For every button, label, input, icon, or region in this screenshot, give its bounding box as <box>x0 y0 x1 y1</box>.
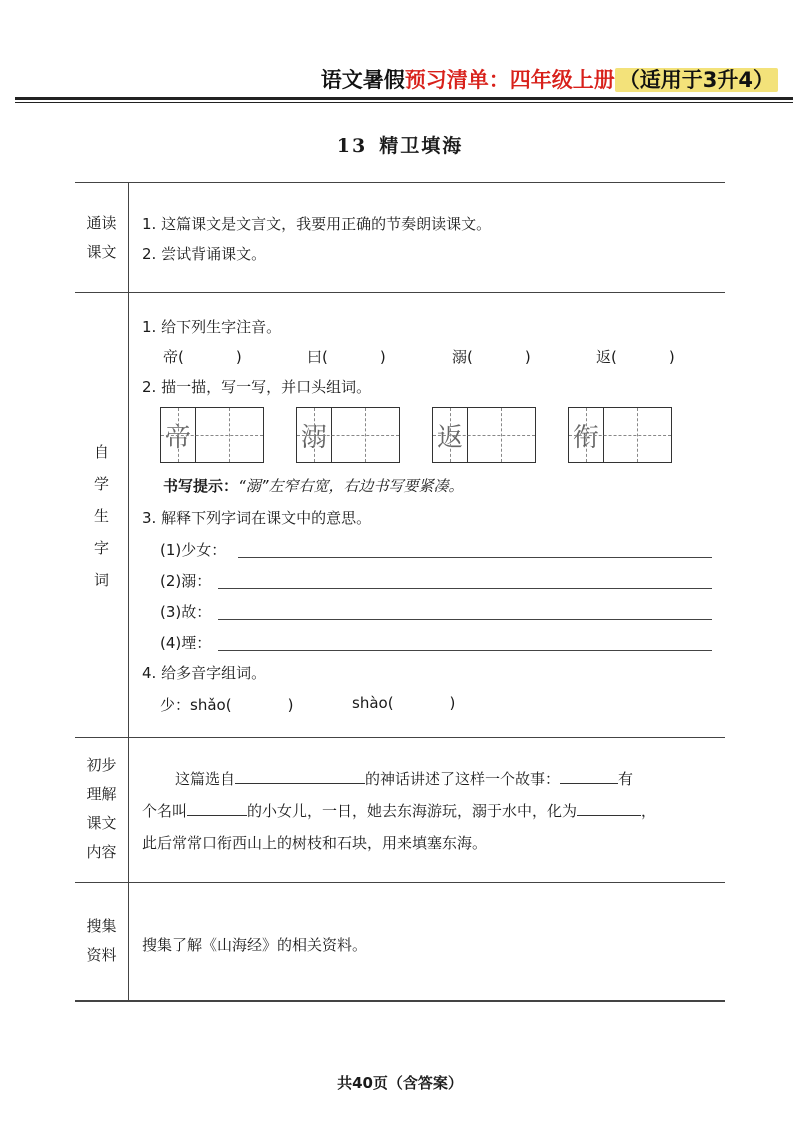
q1-item-3[interactable] <box>452 346 531 367</box>
q4-item-2[interactable] <box>352 694 455 712</box>
q4-close: ) <box>449 694 456 712</box>
q1-item-1[interactable] <box>163 346 242 367</box>
q4-close: ) <box>287 696 294 714</box>
trace-char: 帝 <box>164 423 191 453</box>
q1-close: ) <box>668 348 675 366</box>
summary-text: 个名叫 <box>142 802 188 820</box>
label-char: 自 <box>93 443 109 461</box>
summary-text: 有 <box>618 770 634 788</box>
blank-name[interactable] <box>560 769 618 784</box>
writing-grid[interactable] <box>432 407 536 463</box>
page-footer: 共40页（含答案） <box>337 1074 463 1092</box>
answer-line[interactable] <box>238 557 712 558</box>
summary-text: ， <box>641 802 657 820</box>
q1-close: ) <box>524 348 531 366</box>
section-label-self-study <box>75 436 128 596</box>
label-char: 学 <box>93 475 109 493</box>
summary-line-3: 此后常常口衔西山上的树枝和石块，用来填塞东海。 <box>142 834 488 852</box>
collect-text: 搜集了解《山海经》的相关资料。 <box>142 936 368 954</box>
q3-item-label: (2)溺： <box>160 572 212 590</box>
writing-grid[interactable] <box>568 407 672 463</box>
answer-line[interactable] <box>218 588 712 589</box>
summary-line-1 <box>175 768 633 789</box>
answer-line[interactable] <box>218 619 712 620</box>
q3-item-label: (1)少女： <box>160 541 227 559</box>
label-line: 内容 <box>86 843 117 861</box>
lesson-number: 13 <box>336 135 368 157</box>
section-label-understand <box>75 751 128 867</box>
header-title: 预习清单：四年级上册 <box>404 68 615 92</box>
summary-text: 的小女儿，一日，她去东海游玩，溺于水中，化为 <box>247 802 578 820</box>
q1-item-4[interactable] <box>596 346 675 367</box>
header-subject: 语文暑假 <box>320 68 405 92</box>
q4-pinyin: shǎo( <box>190 696 232 714</box>
summary-text: 的神话讲述了这样一个故事： <box>365 770 561 788</box>
q1-char: 曰( <box>307 348 328 366</box>
section-label-read <box>75 209 128 267</box>
summary-text: 这篇选自 <box>175 770 236 788</box>
label-char: 词 <box>93 571 109 589</box>
q1-char: 溺( <box>452 348 473 366</box>
label-char: 生 <box>93 507 109 525</box>
q3-item-label: (3)故： <box>160 603 212 621</box>
read-item-1: 1. 这篇课文是文言文，我要用正确的节奏朗读课文。 <box>142 215 492 233</box>
tip-text: “溺”左窄右宽，右边书写要紧凑。 <box>238 477 464 495</box>
q3-item-label: (4)堙： <box>160 634 212 652</box>
blank-daughter-name[interactable] <box>187 801 247 816</box>
label-line: 资料 <box>86 946 117 964</box>
lesson-title <box>0 131 800 158</box>
table-bottom-border <box>75 1000 725 1002</box>
label-char: 字 <box>93 539 109 557</box>
blank-source[interactable] <box>235 769 365 784</box>
table-row-divider <box>75 882 725 883</box>
section-label-collect <box>75 912 128 970</box>
trace-char: 返 <box>436 423 463 453</box>
tip-label: 书写提示： <box>163 477 239 495</box>
read-item-2: 2. 尝试背诵课文。 <box>142 245 267 263</box>
blank-transformed[interactable] <box>577 801 641 816</box>
writing-grid[interactable] <box>160 407 264 463</box>
table-top-border <box>75 182 725 183</box>
label-line: 搜集 <box>86 917 117 935</box>
trace-char: 衔 <box>572 423 599 453</box>
table-column-divider <box>128 182 129 1002</box>
label-line: 通读 <box>86 214 117 232</box>
table-row-divider <box>75 737 725 738</box>
label-line: 初步 <box>86 756 117 774</box>
q4-pinyin: shào( <box>352 694 394 712</box>
q1-char: 帝( <box>163 348 184 366</box>
page-header <box>321 64 778 94</box>
q4-item-1[interactable] <box>160 694 293 715</box>
q4-prompt: 4. 给多音字组词。 <box>142 664 267 682</box>
q4-char: 少： <box>160 696 191 714</box>
table-row-divider <box>75 292 725 293</box>
q1-prompt: 1. 给下列生字注音。 <box>142 318 282 336</box>
q1-item-2[interactable] <box>307 346 386 367</box>
q2-prompt: 2. 描一描，写一写，并口头组词。 <box>142 378 372 396</box>
q3-prompt: 3. 解释下列字词在课文中的意思。 <box>142 509 372 527</box>
summary-line-2 <box>142 800 656 821</box>
writing-grid[interactable] <box>296 407 400 463</box>
lesson-name: 精卫填海 <box>379 135 464 157</box>
label-line: 课文 <box>86 243 117 261</box>
q1-char: 返( <box>596 348 617 366</box>
trace-char: 溺 <box>300 423 327 453</box>
label-line: 课文 <box>86 814 117 832</box>
header-rule-thin <box>15 102 793 103</box>
header-rule-thick <box>15 97 793 100</box>
label-line: 理解 <box>86 785 117 803</box>
q1-close: ) <box>235 348 242 366</box>
writing-tip <box>163 475 464 496</box>
answer-line[interactable] <box>218 650 712 651</box>
q1-close: ) <box>379 348 386 366</box>
header-grade-badge: （适用于3升4） <box>615 68 778 92</box>
